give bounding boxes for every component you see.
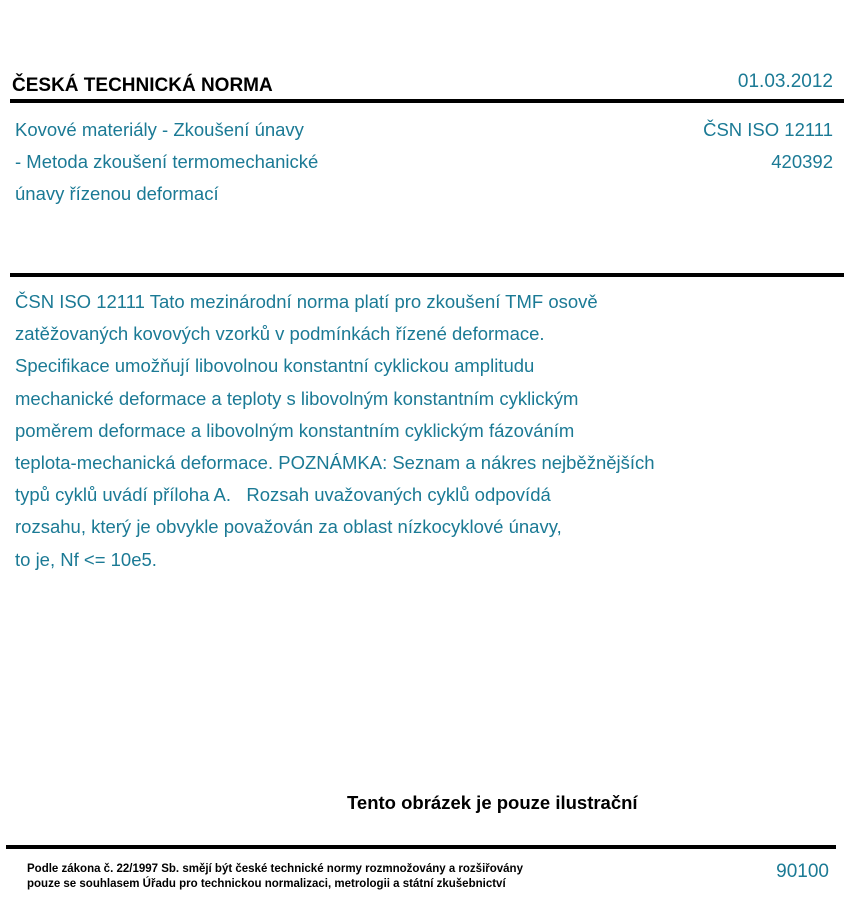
legal-note-line: pouze se souhlasem Úřadu pro technickou normalizaci, metrologii a státní zkušebnictví — [27, 878, 506, 890]
norm-abstract — [15, 286, 835, 576]
legal-note — [27, 862, 523, 892]
divider-top — [10, 99, 844, 103]
abstract-line: rozsahu, který je obvykle považován za oblast nízkocyklové únavy, — [15, 516, 562, 538]
norm-title — [15, 114, 445, 210]
abstract-line: Specifikace umožňují libovolnou konstantní cyklickou amplitudu — [15, 355, 535, 377]
abstract-line: ČSN ISO 12111 Tato mezinárodní norma platí pro zkoušení TMF osově — [15, 291, 598, 312]
abstract-line: mechanické deformace a teploty s libovolným konstantním cyklickým — [15, 387, 579, 409]
abstract-line: zatěžovaných kovových vzorků v podmínkách řízené deformace. — [15, 323, 545, 345]
norm-designation: ČSN ISO 12111 — [703, 119, 833, 140]
norm-codes — [703, 114, 833, 178]
norm-title-line: - Metoda zkoušení termomechanické — [15, 151, 319, 172]
divider-middle — [10, 273, 844, 277]
legal-note-line: Podle zákona č. 22/1997 Sb. smějí být české technické normy rozmnožovány a rozšiřovány — [27, 863, 523, 875]
abstract-line: teplota-mechanická deformace. POZNÁMKA: Seznam a nákres nejběžnějších — [15, 452, 655, 474]
norm-title-line: únavy řízenou deformací — [15, 183, 219, 204]
norm-class-code: 420392 — [771, 151, 833, 172]
abstract-line: to je, Nf <= 10e5. — [15, 548, 157, 570]
abstract-line: poměrem deformace a libovolným konstantním cyklickým fázováním — [15, 419, 575, 441]
divider-bottom — [6, 845, 836, 849]
norm-title-line: Kovové materiály - Zkoušení únavy — [15, 119, 304, 140]
price-code: 90100 — [776, 861, 829, 882]
illustration-note: Tento obrázek je pouze ilustrační — [347, 792, 638, 813]
abstract-line: typů cyklů uvádí příloha A. Rozsah uvažovaných cyklů odpovídá — [15, 484, 551, 506]
norm-type-heading: ČESKÁ TECHNICKÁ NORMA — [12, 75, 273, 96]
norm-date: 01.03.2012 — [737, 71, 833, 92]
